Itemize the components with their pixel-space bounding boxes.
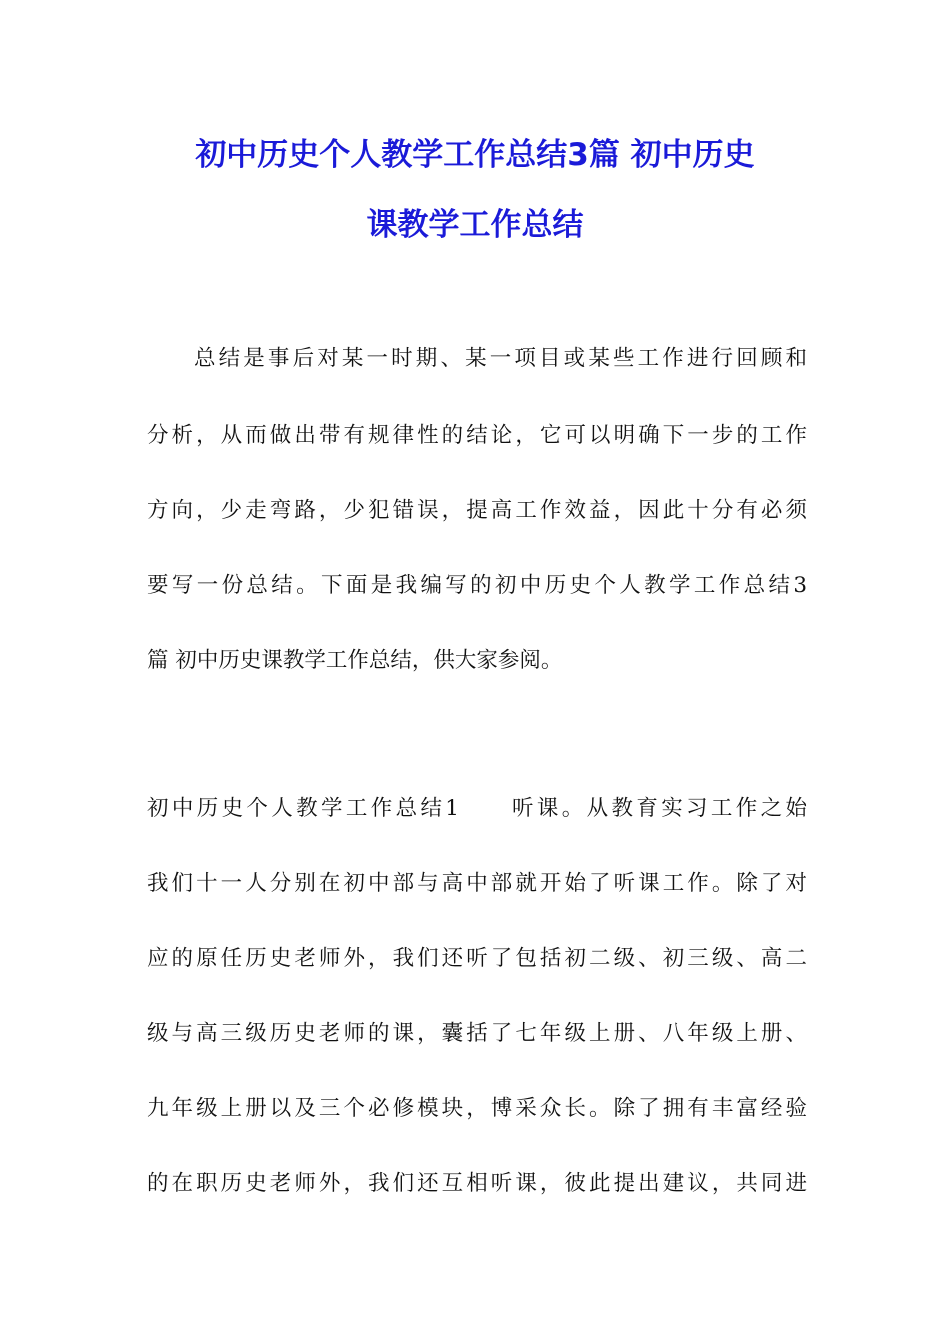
section-line: 级与高三级历史老师的课，囊括了七年级上册、八年级上册、: [147, 1021, 807, 1046]
section-line: 九年级上册以及三个必修模块，博采众长。除了拥有丰富经验: [147, 1096, 807, 1121]
intro-line: 方向，少走弯路，少犯错误，提高工作效益，因此十分有必须: [147, 498, 807, 523]
section-line: 初中历史个人教学工作总结1 听课。从教育实习工作之始: [147, 796, 807, 821]
intro-line: 总结是事后对某一时期、某一项目或某些工作进行回顾和: [194, 346, 807, 371]
document-title-line-2: 课教学工作总结: [366, 207, 584, 243]
intro-line: 要写一份总结。下面是我编写的初中历史个人教学工作总结3: [147, 573, 807, 598]
intro-line: 篇 初中历史课教学工作总结，供大家参阅。: [147, 648, 563, 673]
section-line: 应的原任历史老师外，我们还听了包括初二级、初三级、高二: [147, 946, 807, 971]
intro-line: 分析，从而做出带有规律性的结论，它可以明确下一步的工作: [147, 423, 807, 448]
document-title-line-1: 初中历史个人教学工作总结3篇 初中历史: [195, 137, 755, 173]
section-line: 我们十一人分别在初中部与高中部就开始了听课工作。除了对: [147, 871, 807, 896]
section-line: 的在职历史老师外，我们还互相听课，彼此提出建议，共同进: [147, 1171, 807, 1196]
